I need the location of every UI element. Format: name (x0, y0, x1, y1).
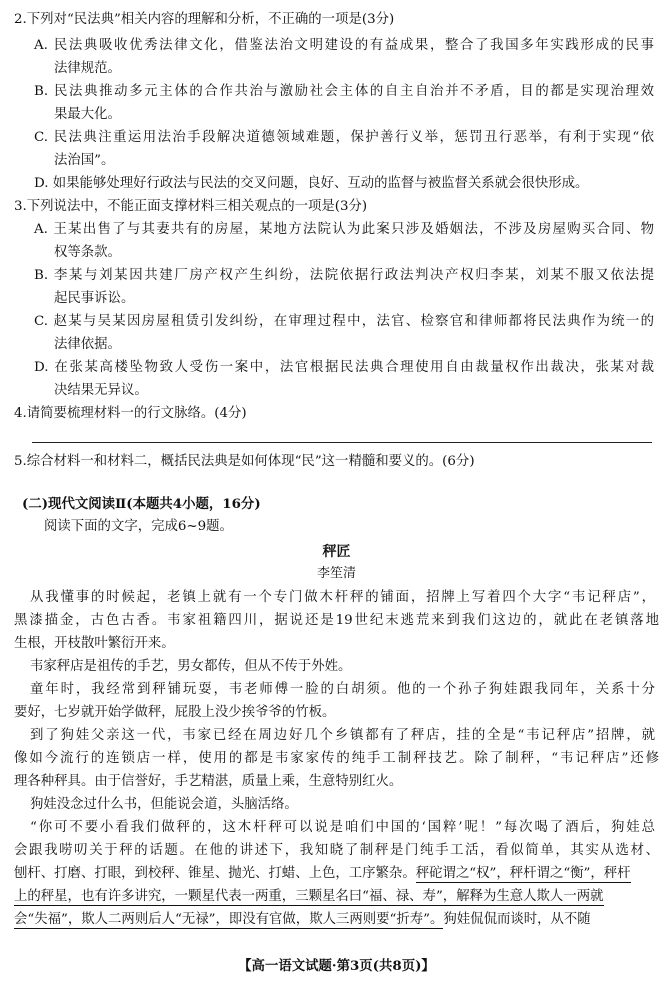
story-paragraph-3-line1: 童年时，我经常到秤铺玩耍，韦老师傅一脸的白胡须。他的一个孙子狗娃跟我同年，关系十分 (30, 682, 655, 697)
story-paragraph-6-line1: “你可不要小看我们做秤的，这木杆秤可以说是咱们中国的‘国粹’呢！”每次喝了酒后，狗娃总 (30, 820, 655, 835)
story-paragraph-4-line1: 到了狗娃父亲这一代，韦家已经在周边好几个乡镇都有了秤店，挂的全是“韦记秤店”招牌，就 (30, 728, 655, 743)
q2-stem: 2.下列对“民法典”相关内容的理解和分析，不正确的一项是(3分) (14, 12, 395, 27)
plain-text: 狗娃侃侃而谈时，从不随 (443, 912, 591, 927)
story-paragraph-1-line3: 生根，开枝散叶繁衍开来。 (14, 636, 175, 651)
q2-option-c-line1: C. 民法典注重运用法治手段解决道德领域难题，保护善行义举，惩罚丑行恶举，有利于实现“依 (34, 130, 654, 145)
story-title: 秤匠 (322, 544, 351, 560)
story-paragraph-4-line2: 像如今流行的连锁店一样，使用的都是韦家家传的纯手工制秤技艺。除了制秤，“韦记秤店”还修 (14, 751, 659, 766)
answer-line (32, 442, 652, 443)
q2-option-b-line2: 果最大化。 (54, 107, 121, 122)
q3-stem: 3.下列说法中，不能正面支撑材料三相关观点的一项是(3分) (14, 199, 368, 214)
story-paragraph-1-line2: 黑漆描金，古色古香。韦家祖籍四川，据说还是19世纪末逃荒来到我们这边的，就此在老镇落地 (14, 613, 659, 628)
underlined-text: 会“失福”，欺人二两则后人“无禄”，即没有官做，欺人三两则要“折寿”。 (14, 912, 444, 927)
underlined-text: 上的秤星，也有许多讲究，一颗星代表一两重，三颗星名曰“福、禄、寿”，解释为生意人欺人一两就 (14, 889, 604, 904)
q3-option-c-line2: 法律依据。 (54, 337, 121, 352)
underlined-text: 秤砣谓之“权”，秤杆谓之“衡”，秤杆 (415, 866, 631, 881)
q3-option-a-line2: 权等条款。 (54, 245, 121, 260)
q3-option-b-line1: B. 李某与刘某因共建厂房产权产生纠纷，法院依据行政法判决产权归李某，刘某不服又依法提 (34, 268, 654, 283)
page-footer: 【高一语文试题·第3页(共8页)】 (238, 958, 435, 974)
q2-option-d: D. 如果能够处理好行政法与民法的交叉问题，良好、互动的监督与被监督关系就会很快形成。 (34, 176, 589, 191)
story-paragraph-1-line1: 从我懂事的时候起，老镇上就有一个专门做木杆秤的铺面，招牌上写着四个大字“韦记秤店”， (30, 590, 655, 605)
section-heading: (二)现代文阅读Ⅱ(本题共4小题，16分) (22, 496, 261, 512)
story-paragraph-6-line2: 会跟我唠叨关于秤的话题。在他的讲述下，我知晓了制秤是门纯手工活，看似简单，其实从选材、 (14, 843, 659, 858)
q4-stem: 4.请简要梳理材料一的行文脉络。(4分) (14, 406, 247, 421)
q3-option-d-line2: 决结果无异议。 (54, 383, 148, 398)
story-paragraph-5: 狗娃没念过什么书，但能说会道，头脑活络。 (30, 797, 298, 812)
q3-option-a-line1: A. 王某出售了与其妻共有的房屋，某地方法院认为此案只涉及婚姻法，不涉及房屋购买合同、物 (34, 222, 654, 237)
story-author: 李笙清 (316, 566, 356, 581)
story-paragraph-4-line3: 理各种秤具。由于信誉好，手艺精湛，质量上乘，生意特别红火。 (14, 774, 403, 789)
q3-option-d-line1: D. 在张某高楼坠物致人受伤一案中，法官根据民法典合理使用自由裁量权作出裁决，张某对裁 (34, 360, 654, 375)
story-paragraph-6-line4 (14, 886, 659, 908)
q2-option-a-line1: A. 民法典吸收优秀法律文化，借鉴法治文明建设的有益成果，整合了我国多年实践形成的民事 (34, 38, 654, 53)
q2-option-b-line1: B. 民法典推动多元主体的合作共治与激励社会主体的自主自治并不矛盾，目的都是实现治理效 (34, 84, 654, 99)
section-instruction: 阅读下面的文字，完成6~9题。 (44, 519, 233, 534)
story-paragraph-3-line2: 要好，七岁就开始学做秤，屁股上没少挨爷爷的竹板。 (14, 705, 336, 720)
q3-option-c-line1: C. 赵某与吴某因房屋租赁引发纠纷，在审理过程中，法官、检察官和律师都将民法典作为统一的 (34, 314, 654, 329)
plain-text: 刨杆、打磨、打眼，到校秤、锥星、抛光、打蜡、上色，工序繁杂。 (14, 866, 416, 881)
q3-option-b-line2: 起民事诉讼。 (54, 291, 135, 306)
q5-stem: 5.综合材料一和材料二，概括民法典是如何体现“民”这一精髓和要义的。(6分) (14, 454, 475, 469)
story-paragraph-6-line3 (14, 863, 659, 885)
q2-option-a-line2: 法律规范。 (54, 61, 121, 76)
story-paragraph-6-line5 (14, 909, 659, 931)
story-paragraph-2: 韦家秤店是祖传的手艺，男女都传，但从不传于外姓。 (30, 659, 352, 674)
q2-option-c-line2: 法治国”。 (54, 153, 115, 168)
